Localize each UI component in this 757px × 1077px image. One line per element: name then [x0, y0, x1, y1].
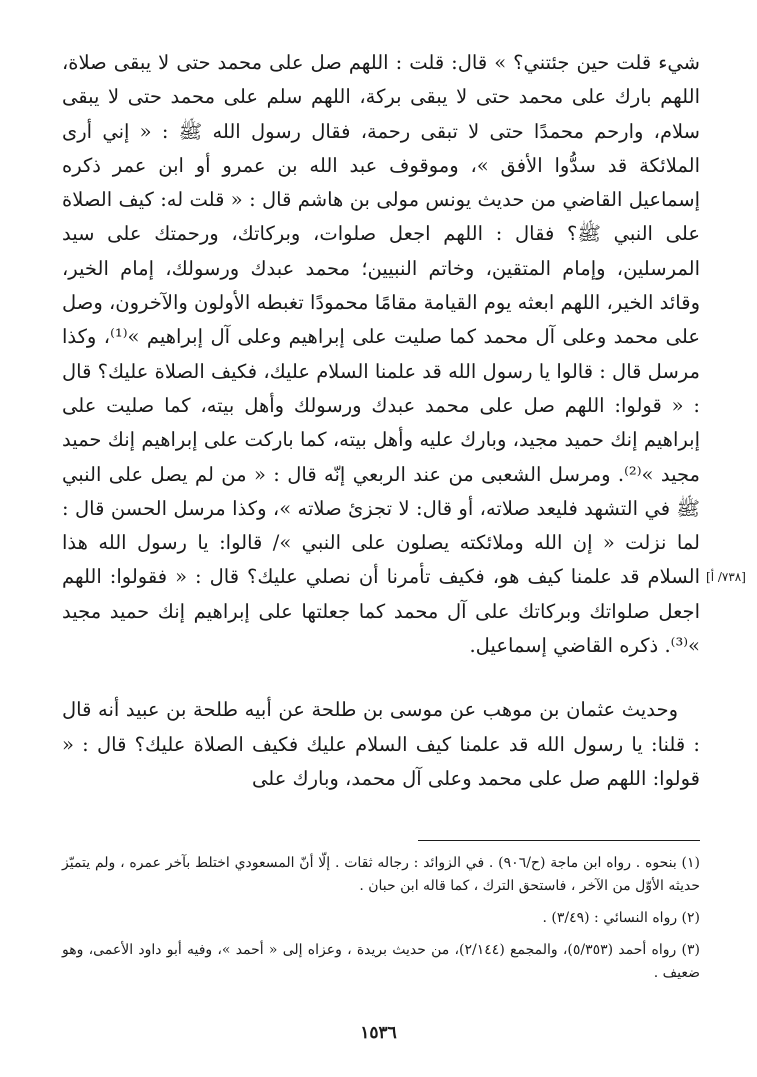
paragraph-2: وحديث عثمان بن موهب عن موسى بن طلحة عن أبيه طلحة بن عبيد أنه قال : قلنا: يا رسول الله قد علمنا كيف السلام عليك فكيف الصلاة عليك؟ قال : « قولوا: اللهم صل على محمد وعلى آل محمد، وبارك على	[62, 698, 700, 790]
main-text	[62, 46, 700, 796]
footnote-separator	[418, 840, 700, 841]
footnote-2: (٢) رواه النسائي : (٣/٤٩) .	[542, 910, 700, 926]
paragraph-1: شيء قلت حين جئتني؟ » قال: قلت : اللهم صل على محمد حتى لا يبقى صلاة، اللهم بارك على محمد حتى لا يبقى بركة، اللهم سلم على محمد حتى لا يبقى سلام، وارحم محمدًا حتى لا تبقى رحمة، فقال رسول الله ﷺ : « إني أرى الملائكة قد سدُّوا الأفق »، وموقوف عبد الله بن عمرو أو ابن عمر ذكره إسماعيل القاضي من حديث يونس مولى بن هاشم قال : « قلت له: كيف الصلاة على النبي ﷺ؟ فقال : اللهم اجعل صلوات، وبركاتك، ورحمتك على سيد المرسلين، وإمام المتقين، وخاتم النبيين؛ محمد عبدك ورسولك، إمام الخير، وقائد الخير، اللهم ابعثه يوم القيامة مقامًا محمودًا تغبطه الأولون والآخرون، وصل على محمد وعلى آل محمد كما صليت على إبراهيم وعلى آل إبراهيم »⁽¹⁾، وكذا مرسل قال : قالوا يا رسول الله قد علمنا السلام عليك، فكيف الصلاة عليك؟ قال : « قولوا: اللهم صل على محمد عبدك ورسولك وأهل بيته، كما صليت على إبراهيم إنك حميد مجيد، وبارك عليه وأهل بيته، كما باركت على إبراهيم إنك حميد مجيد »⁽²⁾. ومرسل الشعبى من عند الربعي إنّه قال : « من لم يصل على النبي ﷺ في التشهد فليعد صلاته، أو قال: لا تجزئ صلاته »، وكذا مرسل الحسن قال : لما نزلت « إن الله وملائكته يصلون على النبي »/ قالوا: يا رسول الله هذا السلام قد علمنا كيف هو، فكيف تأمرنا أن نصلي عليك؟ قال : « فقولوا: اللهم اجعل صلواتك وبركاتك على آل محمد كما جعلتها على إبراهيم إنك حميد مجيد »⁽³⁾. ذكره القاضي إسماعيل.	[62, 51, 700, 658]
margin-folio-note: [٧٣٨/ أ]	[706, 570, 746, 584]
footnotes	[62, 852, 700, 994]
page-number: ١٥٣٦	[360, 1023, 397, 1043]
footnote-3: (٣) رواه أحمد (٥/٣٥٣)، والمجمع (٢/١٤٤)، من حديث بريدة ، وعزاه إلى « أحمد »، وفيه أبو داود الأعمى، وهو ضعيف .	[62, 942, 701, 981]
footnote-1: (١) بنحوه . رواه ابن ماجة (ح/٩٠٦) . في الزوائد : رجاله ثقات . إلّا أنّ المسعودي اختلط بآخر عمره ، ولم يتميّز حديثه الأوّل من الآخر ، فاستحق الترك ، كما قاله ابن حبان .	[62, 855, 700, 894]
